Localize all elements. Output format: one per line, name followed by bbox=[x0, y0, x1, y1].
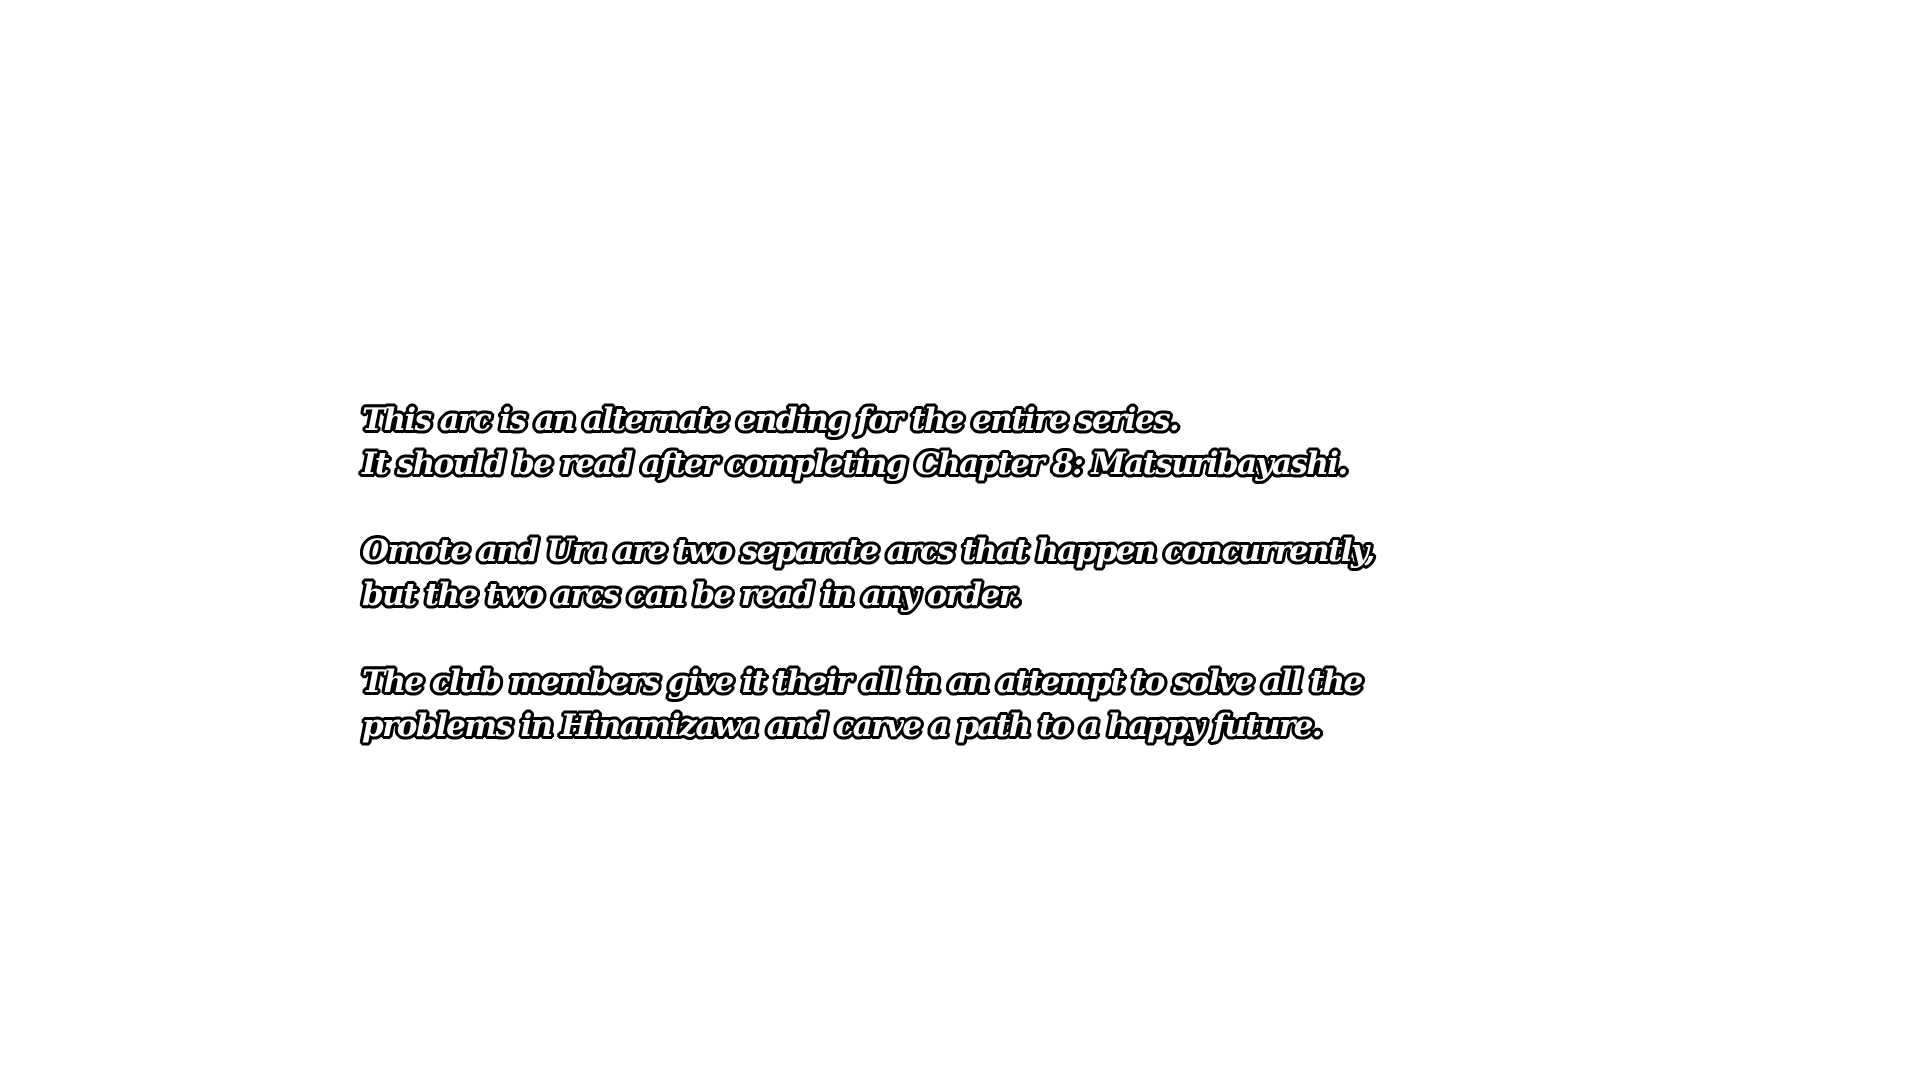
narration-line: This arc is an alternate ending for the entire series. bbox=[362, 402, 1179, 438]
narration-line: Omote and Ura are two separate arcs that happen concurrently, bbox=[362, 533, 1374, 569]
narration-line: but the two arcs can be read in any order. bbox=[362, 577, 1020, 613]
paragraph-omote-ura bbox=[362, 529, 1562, 617]
narration-line: problems in Hinamizawa and carve a path to a happy future. bbox=[362, 708, 1321, 744]
paragraph-arc-ending bbox=[362, 398, 1562, 486]
narration-line: The club members give it their all in an attempt to solve all the bbox=[362, 664, 1362, 700]
narration-text-box bbox=[362, 398, 1562, 791]
narration-line: It should be read after completing Chapter 8: Matsuribayashi. bbox=[362, 446, 1347, 482]
paragraph-club-members bbox=[362, 660, 1562, 748]
